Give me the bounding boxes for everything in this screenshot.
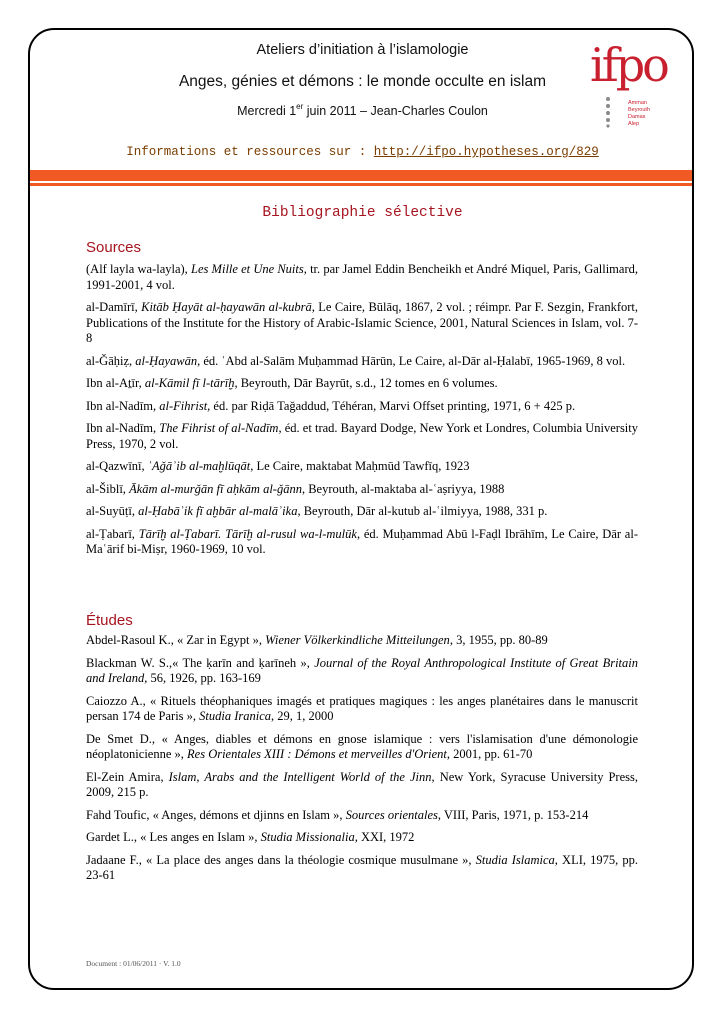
bibliography-entry: Jadaane F., « La place des anges dans la théologie cosmique musulmane », Studia Islamica, XLI, 1975, pp. 23-61 <box>86 852 638 882</box>
info-line: Informations et ressources sur : http://ifpo.hypotheses.org/829 <box>126 145 599 159</box>
bibliography-entry: De Smet D., « Anges, diables et démons en gnose islamique : vers l'islamisation d'une démonologie néoplatonicienne », Res Orientales XIII : Démons et merveilles d'Orient, 2001, pp. 61-70 <box>86 731 638 761</box>
bibliography-entry: Ibn al-Nadīm, The Fihrist of al-Nadīm, éd. et trad. Bayard Dodge, New York et Londres, Columbia University Press, 1970, 2 vol. <box>86 421 639 451</box>
bibliography-entry: al-Ǧāḥiẓ, al-Ḥayawān, éd. ʿAbd al-Salām Muḥammad Hārūn, Le Caire, al-Dār al-Ḥalabī, 1965-1969, 8 vol. <box>86 353 626 368</box>
session-date: Mercredi 1er juin 2011 – Jean-Charles Coulon <box>237 102 488 118</box>
bibliography-entry: Blackman W. S.,« The ḳarīn and ḳarīneh », Journal of the Royal Anthropological Institute of Great Britain and Ireland, 56, 1926, pp. 163-169 <box>86 655 638 685</box>
bibliography-entry: El-Zein Amira, Islam, Arabs and the Intelligent World of the Jinn, New York, Syracuse University Press, 2009, 215 p. <box>86 769 638 799</box>
session-title: Anges, génies et démons : le monde occulte en islam <box>178 73 547 90</box>
bibliography-entry: (Alf layla wa-layla), Les Mille et Une Nuits, tr. par Jamel Eddin Bencheikh et André Miquel, Paris, Gallimard, 1991-2001, 4 vol. <box>86 262 638 292</box>
sources-list <box>86 262 638 565</box>
bibliography-entry: Ibn al-Nadīm, al-Fihrist, éd. par Riḍā Taǧaddud, Téhéran, Marvi Offset printing, 1971, 6 + 425 p. <box>86 398 576 413</box>
workshop-title: Ateliers d’initiation à l’islamologie <box>256 42 469 58</box>
resources-link[interactable]: http://ifpo.hypotheses.org/829 <box>373 145 599 159</box>
logo-wordmark: ifpo <box>590 38 667 92</box>
bibliography-entry: Abdel-Rasoul K., « Zar in Egypt », Wiener Völkerkindliche Mitteilungen, 3, 1955, pp. 80-89 <box>86 633 548 647</box>
ifpo-logo <box>590 38 672 134</box>
logo-cities: Amman Beyrouth Damas Alep <box>628 100 651 127</box>
page-title: Bibliographie sélective <box>262 205 463 221</box>
header-divider-thin <box>30 183 692 186</box>
logo-dots-icon <box>604 96 612 128</box>
bibliography-entry: al-Suyūṭī, al-Ḥabāʾik fī aḫbār al-malāʾika, Beyrouth, Dār al-kutub al-ʿilmiyya, 1988, 331 p. <box>86 504 548 518</box>
bibliography-entry: Caiozzo A., « Rituels théophaniques imagés et pratiques magiques : les anges planétaires dans le manuscrit persan 174 de Paris », Studia Iranica, 29, 1, 2000 <box>86 693 638 723</box>
bibliography-entry: al-Šiblī, Ākām al-murǧān fī aḥkām al-ǧānn, Beyrouth, al-maktaba al-ʿaṣriyya, 1988 <box>86 481 505 496</box>
bibliography-entry: Ibn al-Aṯīr, al-Kāmil fī l-tārīḫ, Beyrouth, Dār Bayrūt, s.d., 12 tomes en 6 volumes. <box>86 376 498 390</box>
bibliography-entry: al-Ṭabarī, Tārīḫ al-Ṭabarī. Tārīḫ al-rusul wa-l-mulūk, éd. Muḥammad Abū l-Faḍl Ibrāhīm, Le Caire, Dār al-Maʿārif bi-Miṣr, 1960-1969, 10 vol. <box>86 526 638 556</box>
etudes-heading: Études <box>86 612 133 629</box>
bibliography-entry: Gardet L., « Les anges en Islam », Studia Missionalia, XXI, 1972 <box>86 830 415 844</box>
document-footer: Document : 01/06/2011 · V. 1.0 <box>86 959 181 968</box>
etudes-list <box>86 633 638 891</box>
bibliography-entry: Fahd Toufic, « Anges, démons et djinns en Islam », Sources orientales, VIII, Paris, 1971, p. 153-214 <box>86 807 589 822</box>
header-divider <box>30 170 692 181</box>
bibliography-entry: al-Damīrī, Kitāb Ḥayāt al-ḥayawān al-kubrā, Le Caire, Būlāq, 1867, 2 vol. ; réimpr. Par F. Sezgin, Frankfort, Publications of the Institute for the History of Arabic-Islamic Science, 2001, Natural Sciences in Islam, vol. 7-8 <box>86 300 638 345</box>
bibliography-entry: al-Qazwīnī, ʿAǧāʾib al-maḫlūqāt, Le Caire, maktabat Maḥmūd Tawfīq, 1923 <box>86 459 470 473</box>
sources-heading: Sources <box>86 239 142 256</box>
